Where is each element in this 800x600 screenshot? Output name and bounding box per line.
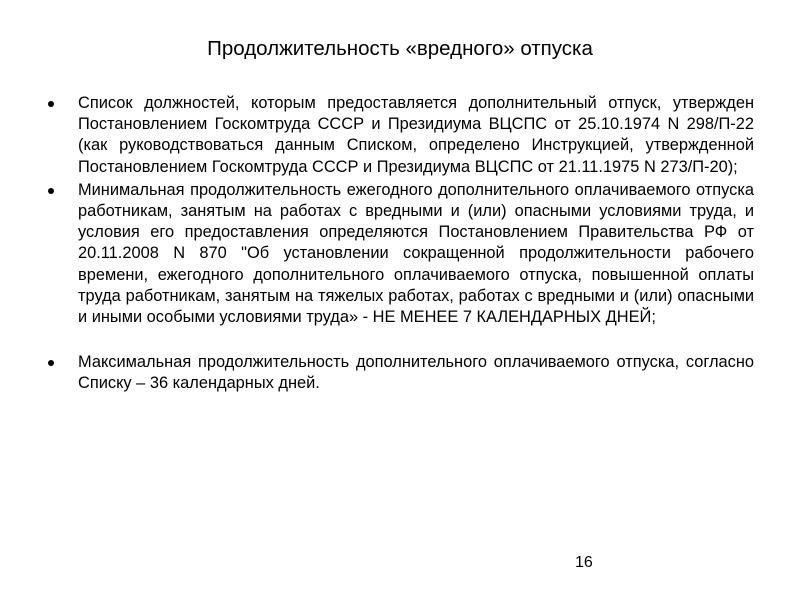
bullet-item bbox=[48, 352, 754, 394]
bullet-text: Минимальная продолжительность ежегодного дополнительного оплачиваемого отпуска работникам, занятым на работах с вредными и (или) опасными условиями труда, и условия его предоставления определяются Постановлением Правительства РФ от 20.11.2008 N 870 "Об установлении сокращенной продолжительности рабочего времени, ежегодного дополнительного оплачиваемого отпуска, повышенной оплаты труда работникам, занятым на тяжелых работах, работах с вредными и (или) опасными и иными особыми условиями труда» - НЕ МЕНЕЕ 7 КАЛЕНДАРНЫХ ДНЕЙ; bbox=[78, 180, 754, 327]
bullet-dot-icon bbox=[48, 360, 54, 366]
page-number: 16 bbox=[575, 554, 593, 571]
bullet-text: Максимальная продолжительность дополнительного оплачиваемого отпуска, согласно Списку – 36 календарных дней. bbox=[78, 353, 754, 393]
bullet-dot-icon bbox=[48, 188, 54, 194]
bullet-item bbox=[48, 93, 754, 178]
bullet-text: Список должностей, которым предоставляется дополнительный отпуск, утвержден Постановлением Госкомтруда СССР и Президиума ВЦСПС от 25.10.1974 N 298/П-22 (как руководствоваться данным Списком, определено Инструкцией, утвержденной Постановлением Госкомтруда СССР и Президиума ВЦСПС от 21.11.1975 N 273/П-20); bbox=[78, 94, 754, 176]
slide-title: Продолжительность «вредного» отпуска bbox=[207, 37, 593, 60]
bullet-item bbox=[48, 180, 754, 328]
bullet-list bbox=[48, 93, 754, 395]
bullet-dot-icon bbox=[48, 101, 54, 107]
